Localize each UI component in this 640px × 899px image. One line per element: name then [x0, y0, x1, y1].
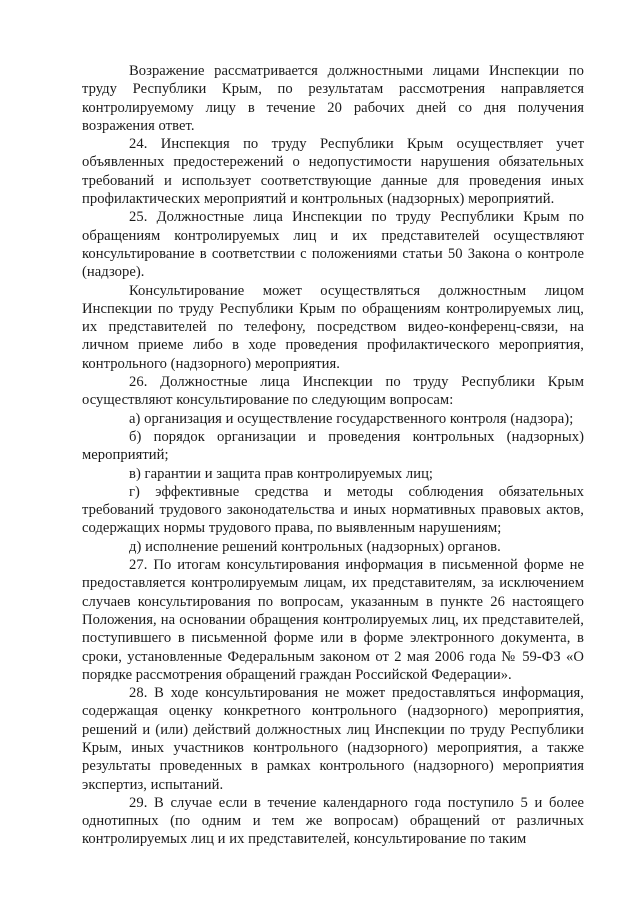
list-item-b: б) порядок организации и проведения контрольных (надзорных) мероприятий;	[82, 428, 584, 464]
list-item-g: г) эффективные средства и методы соблюдения обязательных требований трудового законодательства и иных нормативных правовых актов, содержащих нормы трудового права, по выявленным нарушениям;	[82, 483, 584, 537]
paragraph-24: 24. Инспекция по труду Республики Крым осуществляет учет объявленных предостережений о недопустимости нарушения обязательных требований и использует соответствующие данные для проведения иных профилактических мероприятий и контрольных (надзорных) мероприятий.	[82, 136, 584, 208]
list-item-v: в) гарантии и защита прав контролируемых лиц;	[129, 465, 434, 482]
list-item-d: д) исполнение решений контрольных (надзорных) органов.	[129, 538, 501, 555]
paragraph-objection-review: Возражение рассматривается должностными лицами Инспекции по труду Республики Крым, по результатам рассмотрения направляется контролируемому лицу в течение 20 рабочих дней со дня получения возражения ответ.	[82, 63, 584, 134]
paragraph-29: 29. В случае если в течение календарного года поступило 5 и более однотипных (по одним и тем же вопросам) обращений от различных контролируемых лиц и их представителей, консультирование по таким	[82, 794, 584, 848]
paragraph-27: 27. По итогам консультирования информация в письменной форме не предоставляется контролируемым лицам, их представителям, за исключением случаев консультирования по вопросам, указанным в пункте 26 настоящего Положения, на основании обращения контролируемых лиц, их представителей, поступившего в письменной форме или в форме электронного документа, в сроки, установленные Федеральным законом от 2 мая 2006 года № 59-ФЗ «О порядке рассмотрения обращений граждан Российской Федерации».	[82, 557, 584, 683]
paragraph-25: 25. Должностные лица Инспекции по труду Республики Крым по обращениям контролируемых лиц и их представителей осуществляют консультирование в соответствии с положениями статьи 50 Закона о контроле (надзоре).	[82, 209, 584, 281]
document-page	[82, 62, 584, 849]
paragraph-26: 26. Должностные лица Инспекции по труду Республики Крым осуществляют консультирование по следующим вопросам:	[82, 374, 584, 409]
paragraph-consulting-methods: Консультирование может осуществляться должностным лицом Инспекции по труду Республики Крым по обращениям контролируемых лиц, их представителей по телефону, посредством видео-конференц-связи, на личном приеме либо в ходе проведения профилактического мероприятия, контрольного (надзорного) мероприятия.	[82, 282, 584, 372]
list-item-a: а) организация и осуществление государственного контроля (надзора);	[129, 410, 574, 427]
paragraph-28: 28. В ходе консультирования не может предоставляться информация, содержащая оценку конкретного контрольного (надзорного) мероприятия, решений и (или) действий должностных лиц Инспекции по труду Республики Крым, иных участников контрольного (надзорного) мероприятия, а также результаты проведенных в рамках контрольного (надзорного) мероприятия экспертиз, испытаний.	[82, 685, 584, 793]
